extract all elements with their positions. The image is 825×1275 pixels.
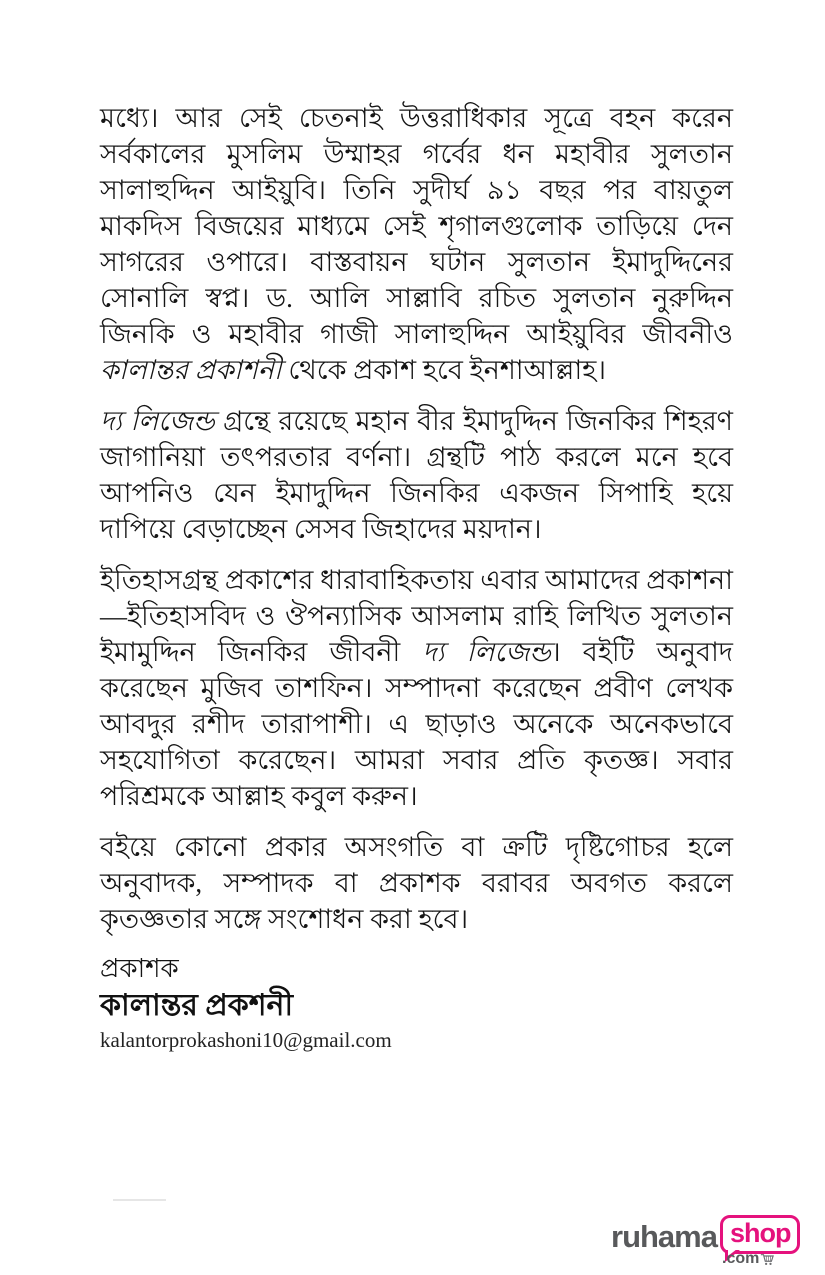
publisher-name: কালান্তর প্রকশনী (100, 989, 294, 1022)
text-run: গ্রন্থে রয়েছে মহান বীর ইমাদুদ্দিন জিনকির শিহরণ জাগানিয়া তৎপরতার বর্ণনা। গ্রন্থটি পাঠ করলে মনে হবে আপনিও যেন ইমাদুদ্দিন জিনকির একজন সিপাহি হয়ে দাপিয়ে বেড়াচ্ছেন সেসব জিহাদের ময়দান। (100, 406, 733, 544)
page-text-block (100, 100, 733, 1053)
ruhamashop-watermark-logo (611, 1215, 800, 1267)
text-run: থেকে প্রকাশ হবে ইনশাআল্লাহ। (281, 355, 606, 385)
publisher-block (100, 953, 733, 1053)
publisher-label: প্রকাশক (100, 954, 179, 983)
text-run: । বইটি অনুবাদ করেছেন মুজিব তাশফিন। সম্পাদনা করেছেন প্রবীণ লেখক আবদুর রশীদ তারাপাশী। এ ছাড়াও অনেকে অনেকভাবে সহযোগিতা করেছেন। আমরা সবার প্রতি কৃতজ্ঞ। সবার পরিশ্রমকে আল্লাহ কবুল করুন। (100, 637, 733, 811)
paragraph (100, 562, 733, 814)
publisher-name-italic: কালান্তর প্রকাশনী (100, 355, 282, 385)
book-title-italic: দ্য লিজেন্ড (422, 637, 551, 667)
publisher-email: kalantorprokashoni10@gmail.com (100, 1028, 392, 1052)
shop-speech-bubble (720, 1215, 801, 1254)
paragraph (100, 100, 733, 388)
paragraph (100, 829, 733, 937)
shopping-cart-icon (760, 1253, 774, 1266)
domain-suffix-row (722, 1251, 774, 1267)
book-title-italic: দ্য লিজেন্ড (100, 406, 215, 436)
text-run: বইয়ে কোনো প্রকার অসংগতি বা ক্রটি দৃষ্টিগোচর হলে অনুবাদক, সম্পাদক বা প্রকাশক বরাবর অবগত করলে কৃতজ্ঞতার সঙ্গে সংশোধন করা হবে। (100, 832, 733, 934)
brand-text-shop: shop (729, 1218, 791, 1248)
paragraph (100, 403, 733, 547)
brand-text-dotcom: .com (722, 1250, 760, 1267)
text-run: ইতিহাসগ্রন্থ প্রকাশের ধারাবাহিকতায় এবার আমাদের প্রকাশনা—ইতিহাসবিদ ও ঔপন্যাসিক আসলাম রাহি লিখিত সুলতান ইমামুদ্দিন জিনকির জীবনী (100, 565, 733, 667)
brand-text-ruhama: ruhama (611, 1219, 717, 1254)
scan-artifact-line (113, 1199, 166, 1201)
text-run: মধ্যে। আর সেই চেতনাই উত্তরাধিকার সূত্রে বহন করেন সর্বকালের মুসলিম উম্মাহর গর্বের ধন মহাবীর সুলতান সালাহুদ্দিন আইয়ুবি। তিনি সুদীর্ঘ ৯১ বছর পর বায়তুল মাকদিস বিজয়ের মাধ্যমে সেই শৃগালগুলোক তাড়িয়ে দেন সাগরের ওপারে। বাস্তবায়ন ঘটান সুলতান ইমাদুদ্দিনের সোনালি স্বপ্ন। ড. আলি সাল্লাবি রচিত সুলতান নুরুদ্দিন জিনকি ও মহাবীর গাজী সালাহুদ্দিন আইয়ুবির জীবনীও (100, 103, 733, 349)
